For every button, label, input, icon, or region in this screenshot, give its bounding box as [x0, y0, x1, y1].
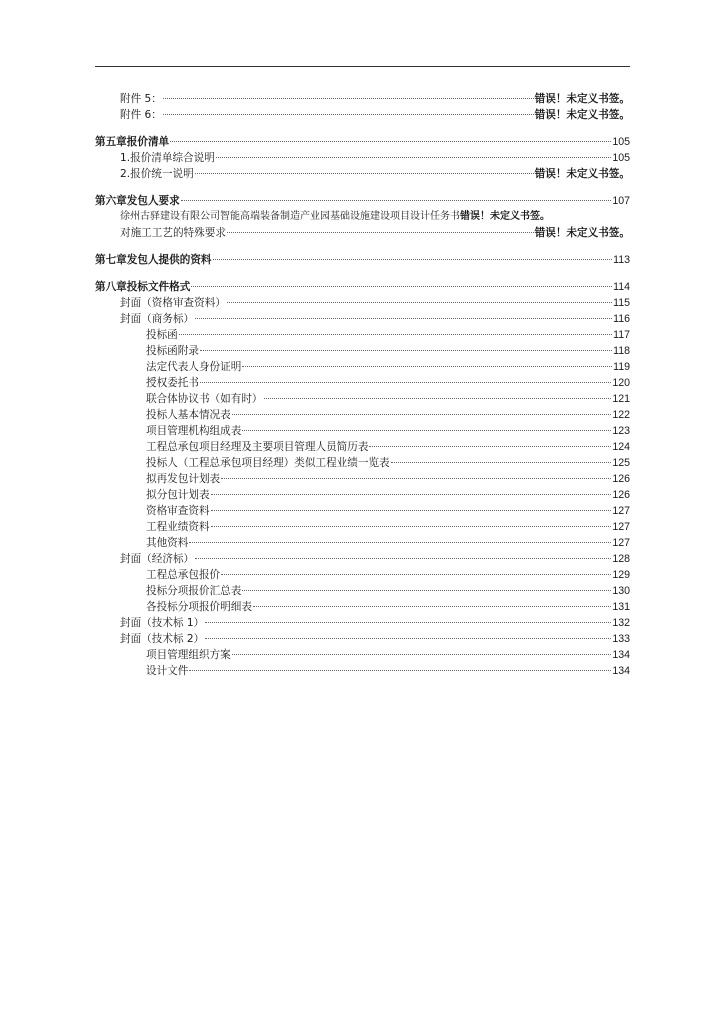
toc-leader-dots [195, 558, 611, 559]
toc-entry-appendix-6[interactable] [120, 107, 630, 123]
toc-leader-dots [179, 334, 612, 335]
toc-entry[interactable] [120, 311, 630, 327]
toc-leader-dots [205, 622, 611, 623]
toc-entry[interactable] [120, 166, 630, 182]
toc-entry-page: 107 [612, 195, 630, 207]
toc-entry-page: 134 [612, 665, 630, 677]
toc-leader-dots [195, 173, 534, 174]
toc-entry-page: 117 [613, 329, 630, 341]
toc-entry[interactable] [146, 471, 630, 487]
toc-entry-page: 113 [613, 254, 630, 266]
toc-entry-page: 错误！未定义书签。 [534, 109, 630, 121]
toc-entry-title: 法定代表人身份证明 [146, 361, 242, 373]
toc-leader-dots [221, 478, 611, 479]
toc-entry-title: 第七章发包人提供的资料 [95, 254, 212, 266]
toc-leader-dots [264, 398, 612, 399]
toc-leader-dots [242, 590, 611, 591]
toc-entry[interactable] [146, 439, 630, 455]
toc-entry-page: 128 [612, 553, 630, 565]
toc-leader-dots [163, 114, 534, 115]
toc-leader-dots [213, 259, 613, 260]
toc-entry-page: 错误！未定义书签。 [534, 168, 630, 180]
toc-leader-dots [391, 462, 612, 463]
toc-entry-title: 投标函附录 [146, 345, 199, 357]
toc-entry[interactable] [120, 295, 630, 311]
toc-leader-dots [221, 574, 611, 575]
toc-entry[interactable] [146, 359, 630, 375]
toc-entry-page: 123 [612, 425, 630, 437]
toc-entry-title: 封面（商务标） [120, 313, 195, 325]
toc-entry-page: 124 [612, 441, 630, 453]
toc-entry[interactable] [146, 455, 630, 471]
toc-entry-page: 125 [612, 457, 630, 469]
toc-entry-title: 第五章报价清单 [95, 136, 170, 148]
toc-leader-dots [253, 606, 611, 607]
toc-entry-title: 项目管理机构组成表 [146, 425, 242, 437]
toc-entry[interactable] [146, 487, 630, 503]
toc-entry-title: 项目管理组织方案 [146, 649, 231, 661]
toc-entry-page: 错误！未定义书签。 [534, 227, 630, 239]
toc-entry-title: 附件 5： [120, 93, 162, 105]
toc-leader-dots [232, 654, 612, 655]
toc-entry-page: 131 [612, 601, 630, 613]
toc-entry[interactable] [120, 615, 630, 631]
toc-entry-page: 126 [612, 489, 630, 501]
toc-entry-title: 1.报价清单综合说明 [120, 152, 215, 164]
toc-leader-dots [205, 638, 611, 639]
toc-leader-dots [163, 98, 534, 99]
toc-leader-dots [369, 446, 611, 447]
toc-entry-title: 封面（经济标） [120, 553, 195, 565]
toc-entry-title: 投标人基本情况表 [146, 409, 231, 421]
toc-entry-page: 118 [613, 345, 630, 357]
toc-entry-page: 130 [612, 585, 630, 597]
toc-entry-page: 133 [612, 633, 630, 645]
toc-entry-title: 封面（技术标 2） [120, 633, 205, 645]
toc-entry[interactable] [146, 423, 630, 439]
toc-entry[interactable] [120, 150, 630, 166]
toc-entry-page: 126 [612, 473, 630, 485]
toc-leader-dots [242, 366, 612, 367]
toc-entry-page: 119 [613, 361, 630, 373]
toc-leader-dots [200, 382, 611, 383]
toc-leader-dots [195, 318, 612, 319]
toc-entry-title: 联合体协议书（如有时） [146, 393, 263, 405]
toc-chapter-6[interactable] [95, 193, 630, 209]
toc-entry[interactable] [146, 375, 630, 391]
toc-entry-page: 127 [612, 537, 630, 549]
toc-leader-dots [170, 141, 611, 142]
toc-entry-title: 投标分项报价汇总表 [146, 585, 242, 597]
toc-entry-title: 封面（资格审查资料） [120, 297, 226, 309]
toc-entry-page: 121 [612, 393, 630, 405]
toc-entry-page: 105 [612, 152, 630, 164]
toc-entry[interactable] [146, 599, 630, 615]
toc-entry-title: 封面（技术标 1） [120, 617, 205, 629]
toc-entry-title: 工程总承包项目经理及主要项目管理人员简历表 [146, 441, 369, 453]
toc-entry[interactable] [146, 391, 630, 407]
toc-chapter-7[interactable] [95, 252, 630, 268]
toc-entry-title: 其他资料 [146, 537, 189, 549]
toc-entry[interactable] [146, 519, 630, 535]
toc-entry[interactable] [146, 647, 630, 663]
toc-entry-page: 错误！未定义书签。 [534, 93, 630, 105]
toc-leader-dots [227, 232, 534, 233]
toc-entry-title: 工程业绩资料 [146, 521, 210, 533]
toc-entry-page: 127 [612, 505, 630, 517]
toc-entry[interactable] [146, 327, 630, 343]
toc-entry[interactable] [146, 535, 630, 551]
toc-entry[interactable] [120, 551, 630, 567]
toc-leader-dots [242, 430, 611, 431]
toc-leader-dots [189, 542, 611, 543]
toc-entry-page: 134 [612, 649, 630, 661]
toc-entry[interactable] [120, 209, 666, 225]
header-rule [95, 66, 630, 67]
toc-chapter-5[interactable] [95, 134, 630, 150]
toc-entry-title: 2.报价统一说明 [120, 168, 194, 180]
toc-leader-dots [232, 414, 612, 415]
toc-entry-title: 授权委托书 [146, 377, 199, 389]
toc-entry[interactable] [146, 343, 630, 359]
toc-entry-page: 错误！未定义书签。 [460, 211, 550, 222]
toc-entry-title: 对施工工艺的特殊要求 [120, 227, 226, 239]
toc-entry[interactable] [120, 225, 630, 241]
toc-entry-title: 投标函 [146, 329, 178, 341]
toc-entry-appendix-5[interactable] [120, 91, 630, 107]
toc-entry-title: 拟再发包计划表 [146, 473, 221, 485]
toc-entry[interactable] [146, 503, 630, 519]
toc-entry-page: 132 [612, 617, 630, 629]
toc-entry-title: 附件 6： [120, 109, 162, 121]
toc-entry-title: 设计文件 [146, 665, 189, 677]
toc-entry-page: 127 [612, 521, 630, 533]
toc-entry-title: 第八章投标文件格式 [95, 281, 191, 293]
toc-chapter-8[interactable] [95, 279, 630, 295]
toc-leader-dots [227, 302, 612, 303]
toc-leader-dots [216, 157, 611, 158]
toc-leader-dots [211, 526, 612, 527]
toc-entry-title: 投标人（工程总承包项目经理）类似工程业绩一览表 [146, 457, 390, 469]
toc-entry[interactable] [120, 631, 630, 647]
toc-entry-page: 114 [613, 281, 630, 293]
toc-leader-dots [211, 494, 612, 495]
toc-leader-dots [181, 200, 612, 201]
toc-entry-title: 资格审查资料 [146, 505, 210, 517]
toc-entry-title: 拟分包计划表 [146, 489, 210, 501]
toc-entry-page: 120 [612, 377, 630, 389]
toc-entry[interactable] [146, 663, 630, 679]
toc-entry-page: 105 [612, 136, 630, 148]
toc-entry-page: 122 [612, 409, 630, 421]
toc-entry[interactable] [146, 567, 630, 583]
toc-entry[interactable] [146, 583, 630, 599]
toc-entry-title: 工程总承包报价 [146, 569, 221, 581]
toc-leader-dots [200, 350, 612, 351]
toc-entry-title: 第六章发包人要求 [95, 195, 180, 207]
toc-entry[interactable] [146, 407, 630, 423]
toc-leader-dots [211, 510, 612, 511]
toc-entry-page: 116 [613, 313, 630, 325]
toc-leader-dots [189, 670, 611, 671]
toc-entry-page: 115 [613, 297, 630, 309]
toc-entry-title: 徐州古驿建设有限公司智能高端装备制造产业园基础设施建设项目设计任务书 [120, 211, 460, 222]
toc-entry-page: 129 [612, 569, 630, 581]
toc-entry-title: 各投标分项报价明细表 [146, 601, 252, 613]
toc-leader-dots [191, 286, 612, 287]
